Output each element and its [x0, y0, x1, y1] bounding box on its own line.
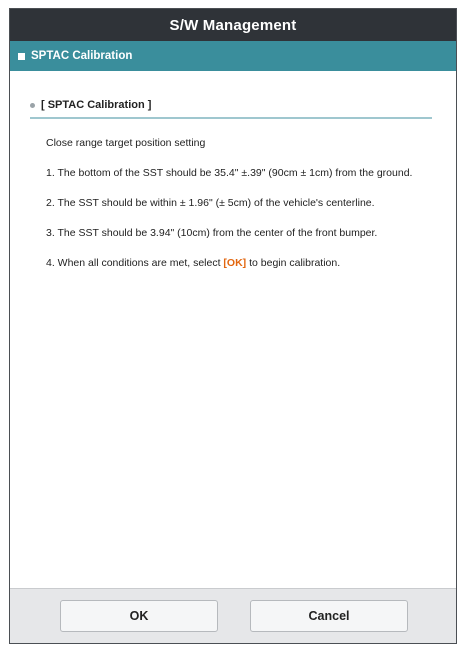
button-bar — [10, 588, 456, 643]
step-2-text: 2. The SST should be within ± 1.96" (± 5cm) of the vehicle's centerline. — [46, 197, 375, 209]
step-4-text — [30, 255, 432, 271]
step-4-suffix: to begin calibration. — [246, 257, 341, 269]
step-3-text: 3. The SST should be 3.94" (10cm) from the center of the front bumper. — [46, 227, 378, 239]
window-title: S/W Management — [10, 9, 456, 41]
square-icon — [18, 53, 25, 60]
step-4-prefix: 4. When all conditions are met, select — [46, 257, 224, 269]
intro-text: Close range target position setting — [46, 137, 206, 149]
cancel-button[interactable]: Cancel — [250, 600, 408, 632]
ok-button[interactable]: OK — [60, 600, 218, 632]
subheader-bar — [10, 41, 456, 71]
sw-management-dialog — [9, 8, 457, 644]
section-header — [30, 99, 432, 119]
ok-highlight: [OK] — [223, 257, 247, 269]
content-area — [10, 71, 456, 589]
bullet-dot-icon — [30, 103, 35, 108]
section-title: [ SPTAC Calibration ] — [41, 99, 152, 111]
step-1-text: 1. The bottom of the SST should be 35.4" ±.39" (90cm ± 1cm) from the ground. — [46, 167, 413, 179]
subheader-label: SPTAC Calibration — [31, 50, 133, 62]
